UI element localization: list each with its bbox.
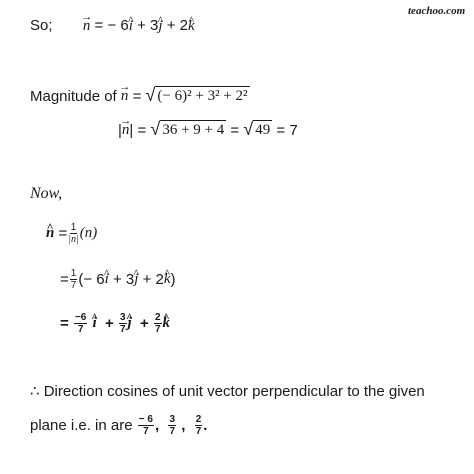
j-hat: j ^ bbox=[134, 272, 138, 287]
unit-vector-definition bbox=[46, 222, 97, 245]
so-label: So; bbox=[30, 17, 53, 34]
fraction-numerator: 1 bbox=[70, 222, 77, 233]
vector-n-symbol: n → bbox=[122, 123, 130, 138]
fraction-denominator: 7 bbox=[143, 426, 149, 437]
fraction-minus-six-sevenths bbox=[138, 414, 154, 437]
k-hat: k ^ bbox=[164, 272, 171, 287]
fraction-one-over-abs-n bbox=[68, 222, 79, 245]
sqrt-radical: √ (− 6)² + 3² + 2² bbox=[145, 85, 248, 105]
rhs-part-a: = − 6 bbox=[94, 17, 129, 34]
now-heading: Now, bbox=[30, 185, 63, 202]
fraction-minus-six-sevenths bbox=[74, 312, 87, 335]
fraction-numerator: 3 bbox=[169, 414, 176, 425]
radicand: (− 6)² + 3² + 2² bbox=[157, 88, 248, 104]
conclusion-text-1: Direction cosines of unit vector perpendicular to the given bbox=[43, 383, 425, 400]
fraction-three-sevenths bbox=[168, 414, 176, 437]
i-hat: i ^ bbox=[93, 316, 97, 331]
magnitude-line bbox=[30, 86, 250, 104]
conclusion-line-2 bbox=[30, 414, 207, 437]
fraction-denominator: |n| bbox=[68, 234, 79, 245]
fraction-two-sevenths bbox=[154, 312, 162, 335]
close-paren: ) bbox=[170, 271, 176, 288]
teachoo-logo: teachoo.com bbox=[408, 5, 466, 17]
fraction-denominator: 7 bbox=[154, 324, 161, 335]
fraction-denominator: 7 bbox=[70, 280, 77, 291]
equals: = bbox=[60, 271, 69, 288]
sqrt-radical: √ 49 bbox=[243, 119, 271, 139]
open-part: (− 6 bbox=[78, 271, 105, 288]
equals: = bbox=[132, 88, 142, 105]
fraction-two-sevenths bbox=[195, 414, 203, 437]
plus-sign: + bbox=[140, 315, 149, 332]
conclusion-text-2: plane i.e. in are bbox=[30, 417, 133, 434]
fraction-numerator: 1 bbox=[70, 268, 77, 279]
step-two bbox=[60, 268, 176, 291]
equals: = bbox=[230, 122, 240, 139]
period: . bbox=[203, 417, 208, 434]
magnitude-label: Magnitude of bbox=[30, 88, 117, 105]
equals: = bbox=[60, 315, 69, 332]
separator: , bbox=[181, 417, 186, 434]
i-hat: i ^ bbox=[129, 19, 133, 34]
vector-n-symbol: n → bbox=[121, 89, 129, 104]
plus-sign: + bbox=[105, 315, 114, 332]
rhs-part-c: + 2 bbox=[166, 17, 188, 34]
fraction-denominator: 7 bbox=[195, 426, 202, 437]
fraction-denominator: 7 bbox=[119, 324, 126, 335]
fraction-numerator: 3 bbox=[119, 312, 126, 323]
separator: , bbox=[154, 417, 160, 434]
sqrt-radical: √ 36 + 9 + 4 bbox=[150, 119, 225, 139]
mid-part-1: + 3 bbox=[112, 271, 135, 288]
fraction-denominator: 7 bbox=[169, 426, 176, 437]
radicand-49: 49 bbox=[255, 122, 271, 138]
abs-bar-right: | bbox=[129, 122, 134, 139]
fraction-numerator: 2 bbox=[154, 312, 161, 323]
step-three bbox=[60, 312, 170, 335]
abs-n-line bbox=[118, 120, 298, 138]
fraction-denominator: 7 bbox=[77, 324, 84, 335]
abs-bar-left: | bbox=[118, 122, 122, 139]
vector-n-equation bbox=[30, 18, 195, 34]
rhs-part-b: + 3 bbox=[137, 17, 159, 34]
fraction-numerator: − 6 bbox=[138, 414, 153, 425]
mid-part-2: + 2 bbox=[142, 271, 164, 288]
fraction-numerator: −6 bbox=[74, 312, 87, 323]
fraction-one-seventh bbox=[70, 268, 78, 291]
paren-n: (n) bbox=[79, 225, 98, 241]
therefore-symbol: ∴ bbox=[30, 383, 40, 400]
equals: = bbox=[58, 225, 68, 242]
unit-n-symbol: n ^ bbox=[46, 226, 54, 241]
j-hat: j ^ bbox=[158, 19, 162, 34]
radicand-sum: 36 + 9 + 4 bbox=[162, 122, 225, 138]
vector-n-symbol: n → bbox=[83, 19, 91, 34]
i-hat: i ^ bbox=[105, 272, 109, 287]
result-seven: = 7 bbox=[276, 122, 298, 139]
j-hat: j ^ bbox=[128, 316, 132, 331]
conclusion-line-1 bbox=[30, 384, 425, 399]
fraction-numerator: 2 bbox=[195, 414, 202, 425]
k-hat: k ^ bbox=[188, 19, 195, 34]
k-hat: k ^ bbox=[163, 316, 171, 331]
equals: = bbox=[137, 122, 147, 139]
